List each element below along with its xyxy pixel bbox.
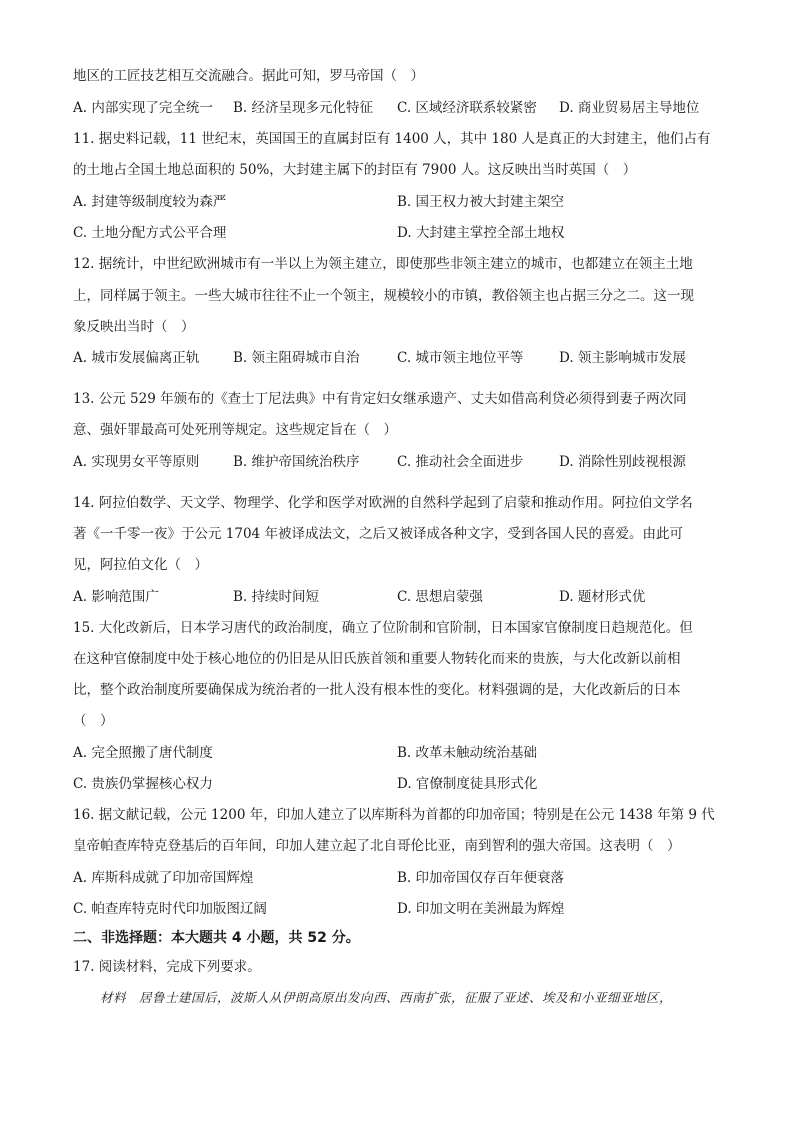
q12-stem-line1: 12. 据统计，中世纪欧洲城市有一半以上为领主建立，即使那些非领主建立的城市，也都建立在领主土地 — [73, 256, 693, 272]
q11-options-row2 — [73, 223, 721, 243]
q14-stem-line2: 著《一千零一夜》于公元 1704 年被译成法文，之后又被译成各种文字，受到各国人民的喜爱。由此可 — [73, 526, 683, 542]
q13-stem-line1: 13. 公元 529 年颁布的《查士丁尼法典》中有肯定妇女继承遗产、丈夫如借高利贷必须得到妻子两次同 — [73, 391, 687, 407]
q12-options — [73, 348, 721, 368]
q13-option-a[interactable]: A. 实现男女平等原则 — [73, 454, 200, 470]
q15-options-row1 — [73, 743, 721, 763]
q15-stem-line4: （ ） — [73, 713, 114, 729]
q12-stem-line2: 上，同样属于领主。一些大城市往往不止一个领主，规模较小的市镇，教俗领主也占据三分之二。这一现 — [73, 288, 694, 304]
q10-option-d[interactable]: D. 商业贸易居主导地位 — [559, 100, 700, 116]
q16-option-d[interactable]: D. 印加文明在美洲最为辉煌 — [397, 901, 565, 917]
q14-option-c[interactable]: C. 思想启蒙强 — [397, 589, 483, 605]
q13-option-d[interactable]: D. 消除性别歧视根源 — [559, 454, 686, 470]
q11-option-a[interactable]: A. 封建等级制度较为森严 — [73, 194, 227, 210]
q15-option-a[interactable]: A. 完全照搬了唐代制度 — [73, 745, 213, 761]
q14-stem-line1: 14. 阿拉伯数学、天文学、物理学、化学和医学对欧洲的自然科学起到了启蒙和推动作用。阿拉伯文学名 — [73, 495, 693, 511]
q14-options — [73, 587, 721, 607]
q17-material: 材料 居鲁士建国后，波斯人从伊朗高原出发向西、西南扩张，征服了亚述、埃及和小亚细亚地区， — [100, 990, 673, 1005]
q10-stem: 地区的工匠技艺相互交流融合。据此可知，罗马帝国（ ） — [73, 68, 424, 84]
q12-option-a[interactable]: A. 城市发展偏离正轨 — [73, 350, 200, 366]
q15-option-b[interactable]: B. 改革未触动统治基础 — [397, 745, 538, 761]
q13-stem-line2: 意、强奸罪最高可处死刑等规定。这些规定旨在（ ） — [73, 422, 397, 438]
q11-option-d[interactable]: D. 大封建主掌控全部土地权 — [397, 225, 565, 241]
q11-options-row1 — [73, 192, 721, 212]
q11-stem-line2: 的土地占全国土地总面积的 50%，大封建主属下的封臣有 7900 人。这反映出当时英国（ ） — [73, 162, 637, 178]
q12-stem-line3: 象反映出当时（ ） — [73, 319, 195, 335]
q16-option-a[interactable]: A. 库斯科成就了印加帝国辉煌 — [73, 870, 254, 886]
q15-option-c[interactable]: C. 贵族仍掌握核心权力 — [73, 776, 213, 792]
q10-options — [73, 98, 721, 118]
q16-stem-line2: 皇帝帕查库特克登基后的百年间，印加人建立起了北自哥伦比亚，南到智利的强大帝国。这表明（ ） — [73, 838, 681, 854]
q16-options-row1 — [73, 868, 721, 888]
q15-options-row2 — [73, 774, 721, 794]
q10-option-c[interactable]: C. 区域经济联系较紧密 — [397, 100, 537, 116]
section-heading-non-choice: 二、非选择题：本大题共 4 小题，共 52 分。 — [73, 930, 360, 946]
q15-stem-line3: 比，整个政治制度所要确保成为统治者的一批人没有根本性的变化。材料强调的是，大化改新后的日本 — [73, 682, 681, 698]
q10-option-b[interactable]: B. 经济呈现多元化特征 — [233, 100, 374, 116]
q17-stem: 17. 阅读材料，完成下列要求。 — [73, 959, 261, 975]
q15-stem-line2: 在这种官僚制度中处于核心地位的仍旧是从旧氏族首领和重要人物转化而来的贵族，与大化改新以前相 — [73, 651, 681, 667]
q14-stem-line3: 见，阿拉伯文化（ ） — [73, 557, 208, 573]
q13-option-b[interactable]: B. 维护帝国统治秩序 — [233, 454, 360, 470]
q16-options-row2 — [73, 899, 721, 919]
q11-stem-line1: 11. 据史料记载，11 世纪末，英国国王的直属封臣有 1400 人，其中 180 人是真正的大封建主，他们占有 — [73, 131, 711, 147]
q12-option-c[interactable]: C. 城市领主地位平等 — [397, 350, 524, 366]
q13-option-c[interactable]: C. 推动社会全面进步 — [397, 454, 524, 470]
q14-option-a[interactable]: A. 影响范围广 — [73, 589, 159, 605]
q16-option-c[interactable]: C. 帕查库特克时代印加版图辽阔 — [73, 901, 267, 917]
q15-stem-line1: 15. 大化改新后，日本学习唐代的政治制度，确立了位阶制和官阶制，日本国家官僚制度日趋规范化。但 — [73, 620, 693, 636]
q11-option-c[interactable]: C. 土地分配方式公平合理 — [73, 225, 227, 241]
q15-option-d[interactable]: D. 官僚制度徒具形式化 — [397, 776, 538, 792]
q16-stem-line1: 16. 据文献记载，公元 1200 年，印加人建立了以库斯科为首都的印加帝国；特别是在公元 1438 年第 9 代 — [73, 807, 715, 823]
q12-option-b[interactable]: B. 领主阻碍城市自治 — [233, 350, 360, 366]
q12-option-d[interactable]: D. 领主影响城市发展 — [559, 350, 686, 366]
q13-options — [73, 452, 721, 472]
q14-option-d[interactable]: D. 题材形式优 — [559, 589, 646, 605]
q11-option-b[interactable]: B. 国王权力被大封建主架空 — [397, 194, 565, 210]
q16-option-b[interactable]: B. 印加帝国仅存百年便衰落 — [397, 870, 565, 886]
q14-option-b[interactable]: B. 持续时间短 — [233, 589, 320, 605]
q10-option-a[interactable]: A. 内部实现了完全统一 — [73, 100, 213, 116]
